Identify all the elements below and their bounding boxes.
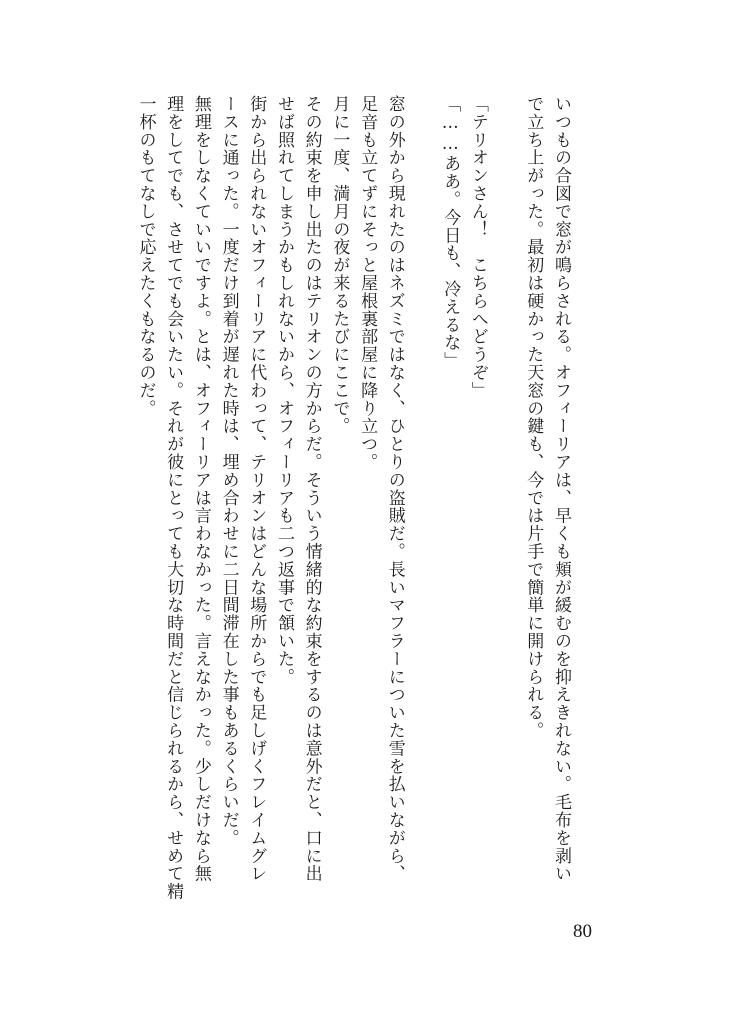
text-line: せば照れてしまうかもしれないから、オフィーリアも二つ返事で頷いた。 [273, 95, 294, 686]
text-line: 窓の外から現れたのはネズミではなく、ひとりの盗賊だ。長いマフラーについた雪を払いながら、 [384, 95, 405, 883]
text-line: 足音も立てずにそっと屋根裏部屋に降り立つ。 [357, 95, 378, 471]
text-line: ースに通った。一度だけ到着が遅れた時は、埋め合わせに二日間滞在した事もあるくらいだ。 [218, 95, 239, 847]
text-line: その約束を申し出たのはテリオンの方からだ。そういう情緒的な約束をするのは意外だと、口に出 [301, 95, 322, 883]
text-line: いつもの合図で窓が鳴らされる。オフィーリアは、早くも頬が緩むのを抑えきれない。毛布を剥い [551, 95, 571, 883]
dialogue-line: 「……ああ。今日も、冷えるな」 [440, 95, 461, 370]
text-line: 月に一度、満月の夜が来るたびにここで。 [329, 95, 350, 436]
text-line: で立ち上がった。最初は硬かった天窓の鍵も、今では片手で簡単に開けられる。 [523, 95, 544, 740]
dialogue-line: 「テリオンさん！ こちらへどうぞ」 [467, 95, 488, 400]
vertical-text-body [131, 95, 574, 901]
text-line: 無理をしなくていいですよ。とは、オフィーリアは言わなかった。言えなかった。少しだけなら無 [190, 95, 211, 883]
text-line: 街から出られないオフィーリアに代わって、テリオンはどんな場所からでも足しげくフレイムグレ [246, 95, 267, 883]
text-line: 一杯のもてなしで応えたくもなるのだ。 [135, 95, 156, 418]
text-line: 理をしてでも、させてでも会いたい。それが彼にとっても大切な時間だと信じられるから、せめて精 [163, 95, 184, 901]
page-number: 80 [573, 921, 592, 942]
